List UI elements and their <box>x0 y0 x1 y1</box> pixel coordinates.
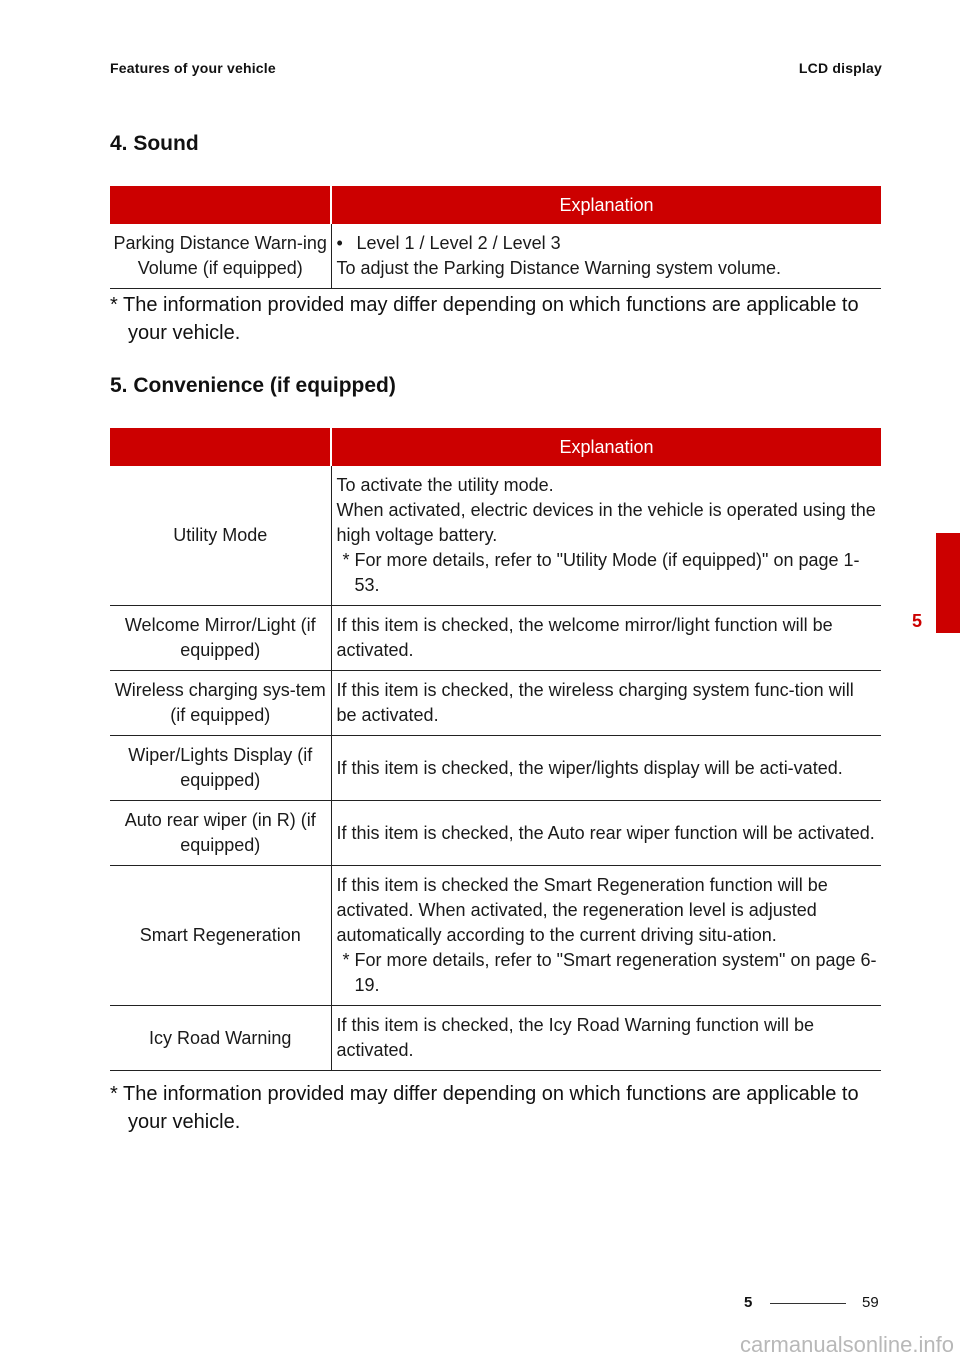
footnote-convenience: * The information provided may differ depending on which functions are applicable to your vehicle. <box>110 1083 859 1133</box>
footer-divider <box>770 1303 846 1304</box>
table-header-row <box>110 428 881 466</box>
row-name: Auto rear wiper (in R) (if equipped) <box>110 801 331 866</box>
bullet-icon: • <box>336 233 343 253</box>
footer-chapter-number: 5 <box>744 1294 753 1311</box>
table-header-row <box>110 186 881 224</box>
footer-page-number: 59 <box>862 1294 879 1311</box>
row-name: Wireless charging sys-tem (if equipped) <box>110 671 331 736</box>
chapter-side-number: 5 <box>912 611 923 631</box>
header-blank-cell <box>110 186 331 224</box>
row-explanation: If this item is checked, the Auto rear wiper function will be activated. <box>331 801 881 866</box>
row-explanation: If this item is checked, the wiper/lights display will be acti-vated. <box>331 736 881 801</box>
table-row <box>110 866 881 1006</box>
row-explanation-text: If this item is checked the Smart Regeneration function will be activated. When activated, the regeneration level is adjusted automatically according to the current driving situ-ation. <box>336 875 828 945</box>
row-explanation-text: When activated, electric devices in the vehicle is operated using the high voltage battery. <box>336 500 876 545</box>
row-note: * For more details, refer to "Utility Mode (if equipped)" on page 1-53. <box>342 550 860 595</box>
bullet-item <box>337 231 878 256</box>
table-row <box>110 736 881 801</box>
chapter-side-tab <box>936 533 960 633</box>
row-explanation: If this item is checked, the wireless charging system func-tion will be activated. <box>331 671 881 736</box>
row-name: Wiper/Lights Display (if equipped) <box>110 736 331 801</box>
table-row <box>110 801 881 866</box>
row-name: Welcome Mirror/Light (if equipped) <box>110 606 331 671</box>
row-explanation: If this item is checked, the welcome mirror/light function will be activated. <box>331 606 881 671</box>
table-row <box>110 671 881 736</box>
convenience-table <box>110 428 881 1071</box>
bullet-text: Level 1 / Level 2 / Level 3 <box>356 233 561 253</box>
section-title-sound: 4. Sound <box>110 132 199 155</box>
running-header-topic: LCD display <box>798 60 882 76</box>
watermark-text: carmanualsonline.info <box>739 1332 954 1357</box>
table-row <box>110 1006 881 1071</box>
sound-table <box>110 186 881 289</box>
section-title-convenience: 5. Convenience (if equipped) <box>110 374 396 397</box>
header-explanation: Explanation <box>331 428 881 466</box>
row-name: Utility Mode <box>110 466 331 606</box>
row-name: Parking Distance Warn-ing Volume (if equipped) <box>110 224 331 289</box>
running-header-section: Features of your vehicle <box>110 60 276 76</box>
row-name: Smart Regeneration <box>110 866 331 1006</box>
header-blank-cell <box>110 428 331 466</box>
row-note: * For more details, refer to "Smart regeneration system" on page 6-19. <box>342 950 877 995</box>
footnote-sound: * The information provided may differ depending on which functions are applicable to your vehicle. <box>110 294 859 344</box>
header-explanation: Explanation <box>331 186 881 224</box>
row-explanation: If this item is checked, the Icy Road Warning function will be activated. <box>331 1006 881 1071</box>
row-name: Icy Road Warning <box>110 1006 331 1071</box>
row-explanation <box>331 466 881 606</box>
table-row <box>110 606 881 671</box>
row-explanation <box>331 866 881 1006</box>
row-explanation-text: To adjust the Parking Distance Warning system volume. <box>336 258 782 278</box>
table-row <box>110 466 881 606</box>
table-row <box>110 224 881 289</box>
row-explanation <box>331 224 881 289</box>
row-explanation-text: To activate the utility mode. <box>336 475 554 495</box>
